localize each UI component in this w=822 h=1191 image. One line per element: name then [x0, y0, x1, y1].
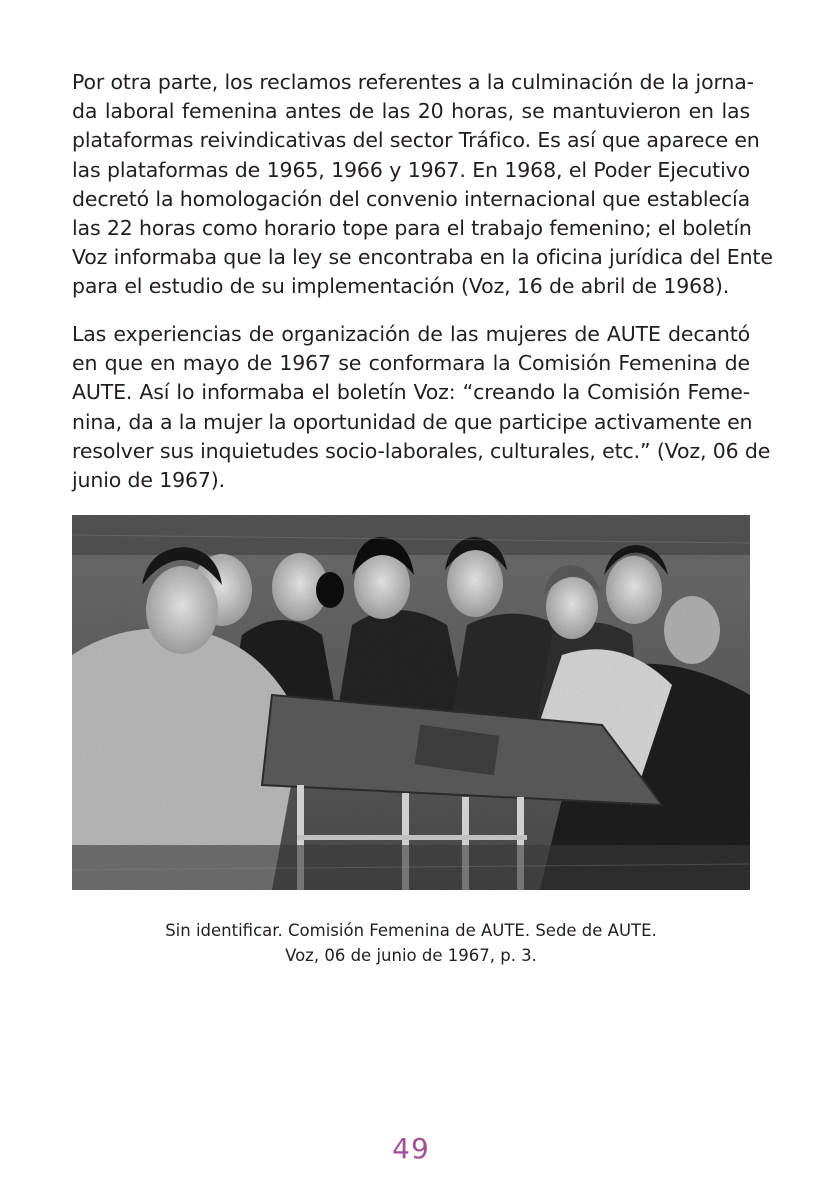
- historical-photo: [72, 515, 750, 890]
- paragraph-line: decretó la homologación del convenio internacional que establecía: [72, 186, 750, 211]
- paragraph-line: Voz informaba que la ley se encontraba en la oficina jurídica del Ente: [72, 245, 773, 270]
- paragraph-line: Por otra parte, los reclamos referentes a la culminación de la jorna-: [72, 70, 754, 94]
- body-paragraph-2: [72, 320, 771, 495]
- paragraph-line: Las experiencias de organización de las mujeres de AUTE decantó: [72, 322, 750, 346]
- paragraph-line: junio de 1967).: [72, 468, 226, 493]
- caption-line-2: Voz, 06 de junio de 1967, p. 3.: [285, 946, 537, 965]
- photo-caption: [72, 918, 750, 968]
- paragraph-line: nina, da a la mujer la oportunidad de que participe activamente en: [72, 409, 753, 434]
- body-paragraph-1: [72, 68, 773, 302]
- paragraph-line: resolver sus inquietudes socio-laborales, culturales, etc.” (Voz, 06 de: [72, 438, 771, 463]
- paragraph-line: plataformas reivindicativas del sector Tráfico. Es así que aparece en: [72, 128, 760, 153]
- paragraph-line: da laboral femenina antes de las 20 horas, se mantuvieron en las: [72, 99, 750, 124]
- paragraph-line: las 22 horas como horario tope para el trabajo femenino; el boletín: [72, 216, 752, 241]
- page-number: 49: [392, 1132, 430, 1165]
- paragraph-line: AUTE. Así lo informaba el boletín Voz: “creando la Comisión Feme-: [72, 380, 750, 405]
- paragraph-line: para el estudio de su implementación (Voz, 16 de abril de 1968).: [72, 274, 730, 299]
- caption-line-1: Sin identificar. Comisión Femenina de AUTE. Sede de AUTE.: [165, 921, 657, 940]
- paragraph-line: en que en mayo de 1967 se conformara la Comisión Femenina de: [72, 351, 750, 376]
- paragraph-line: las plataformas de 1965, 1966 y 1967. En 1968, el Poder Ejecutivo: [72, 157, 750, 182]
